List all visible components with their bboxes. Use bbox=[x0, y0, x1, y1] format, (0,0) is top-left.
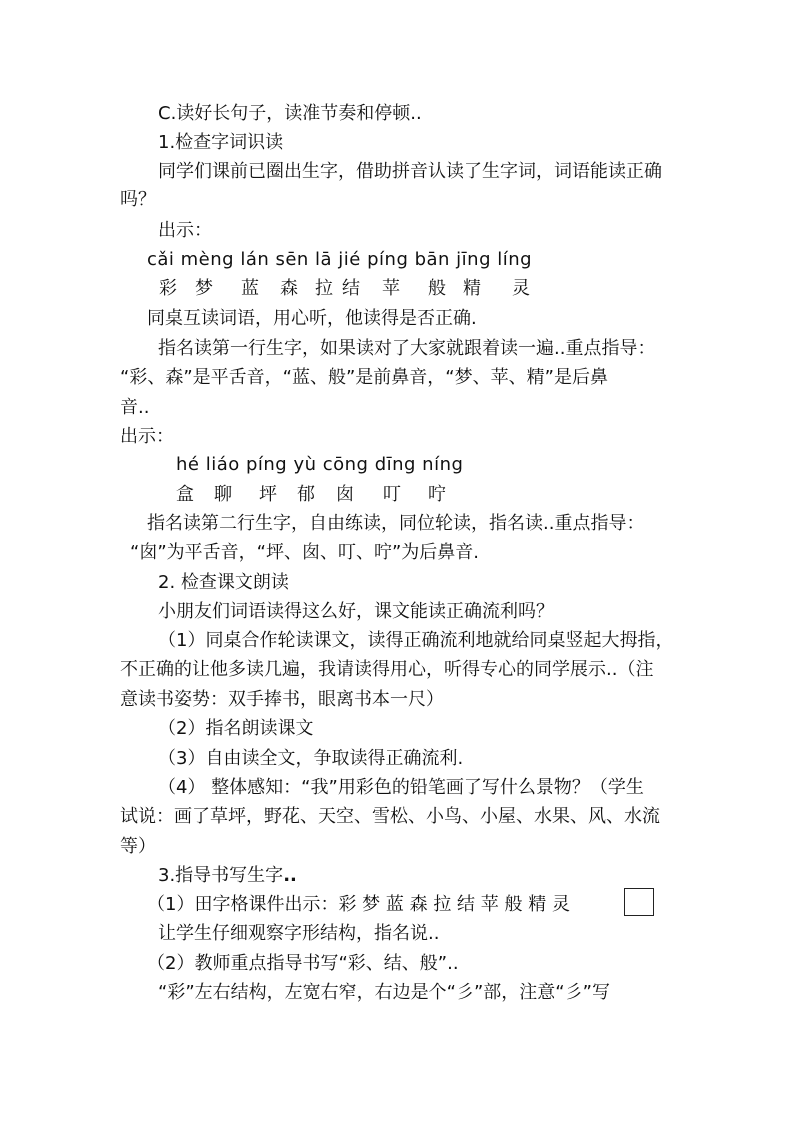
pinyin-row-2: hé liáo píng yù cōng dīng níng bbox=[176, 454, 464, 475]
paragraph-line: （3）自由读全文，争取读得正确流利. bbox=[158, 748, 464, 769]
paragraph-line: 指名读第一行生字，如果读对了大家就跟着读一遍..重点指导： bbox=[158, 338, 656, 359]
paragraph-line: 指名读第二行生字，自由练读，同位轮读，指名读..重点指导： bbox=[147, 513, 645, 534]
tian-grid-box bbox=[624, 888, 654, 916]
char-ning: 咛 bbox=[428, 484, 446, 505]
char-ding: 叮 bbox=[383, 484, 401, 505]
heading-3-dots: .. bbox=[283, 865, 297, 886]
char-jie: 结 bbox=[342, 278, 360, 299]
char-yu: 郁 bbox=[297, 484, 315, 505]
paragraph-line: （1）同桌合作轮读课文，读得正确流利地就给同桌竖起大拇指， bbox=[158, 630, 674, 651]
heading-c: C.读好长句子，读准节奏和停顿.. bbox=[158, 103, 422, 124]
char-ling: 灵 bbox=[512, 278, 530, 299]
paragraph-line: 试说：画了草坪，野花、天空、雪松、小鸟、小屋、水果、风、水流 bbox=[120, 806, 660, 827]
paragraph-line: 意读书姿势：双手捧书，眼离书本一尺） bbox=[120, 689, 444, 710]
char-ping: 苹 bbox=[382, 278, 400, 299]
paragraph-line: 同桌互读词语，用心听，他读得是否正确. bbox=[147, 308, 477, 329]
heading-1: 1.检查字词识读 bbox=[158, 132, 284, 153]
paragraph-line: （1）田字格课件出示：彩 梦 蓝 森 拉 结 苹 般 精 灵 bbox=[147, 894, 570, 915]
heading-2: 2. 检查课文朗读 bbox=[158, 572, 289, 593]
paragraph-line: 不正确的让他多读几遍，我请读得用心，听得专心的同学展示..（注 bbox=[120, 659, 654, 680]
paragraph-line: “彩、森”是平舌音，“蓝、般”是前鼻音，“梦、苹、精”是后鼻 bbox=[120, 367, 608, 388]
char-liao: 聊 bbox=[214, 484, 232, 505]
char-sen: 森 bbox=[280, 278, 298, 299]
paragraph-line: 让学生仔细观察字形结构，指名说.. bbox=[158, 923, 440, 944]
paragraph-line: “囱”为平舌音，“坪、囱、叮、咛”为后鼻音. bbox=[130, 542, 480, 563]
show-label: 出示： bbox=[120, 426, 174, 447]
paragraph-line: （2）教师重点指导书写“彩、结、般”.. bbox=[147, 953, 459, 974]
paragraph-line: 小朋友们词语读得这么好，课文能读正确流利吗？ bbox=[158, 601, 554, 622]
paragraph-line: 音.. bbox=[120, 397, 150, 418]
char-ping2: 坪 bbox=[259, 484, 277, 505]
char-jing: 精 bbox=[463, 278, 481, 299]
char-cai: 彩 bbox=[159, 278, 177, 299]
char-lan: 蓝 bbox=[241, 278, 259, 299]
paragraph-line: （4） 整体感知：“我”用彩色的铅笔画了写什么景物？（学生 bbox=[158, 777, 644, 798]
char-meng: 梦 bbox=[195, 278, 213, 299]
pinyin-row-1: cǎi mèng lán sēn lā jié píng bān jīng líng bbox=[147, 249, 533, 270]
paragraph-line: 等） bbox=[120, 836, 156, 857]
show-label: 出示： bbox=[158, 220, 212, 241]
paragraph-line: 吗？ bbox=[120, 189, 156, 210]
heading-3 bbox=[158, 864, 297, 888]
paragraph-line: （2）指名朗读课文 bbox=[158, 718, 314, 739]
char-la: 拉 bbox=[315, 278, 333, 299]
heading-3-text: 3.指导书写生字 bbox=[158, 865, 284, 886]
paragraph-line: 同学们课前已圈出生字，借助拼音认读了生字词，词语能读正确 bbox=[158, 161, 662, 182]
paragraph-line: “彩”左右结构，左宽右窄，右边是个“彡”部，注意“彡”写 bbox=[158, 982, 610, 1003]
char-cong: 囱 bbox=[336, 484, 354, 505]
char-ban: 般 bbox=[428, 278, 446, 299]
char-he: 盒 bbox=[176, 484, 194, 505]
